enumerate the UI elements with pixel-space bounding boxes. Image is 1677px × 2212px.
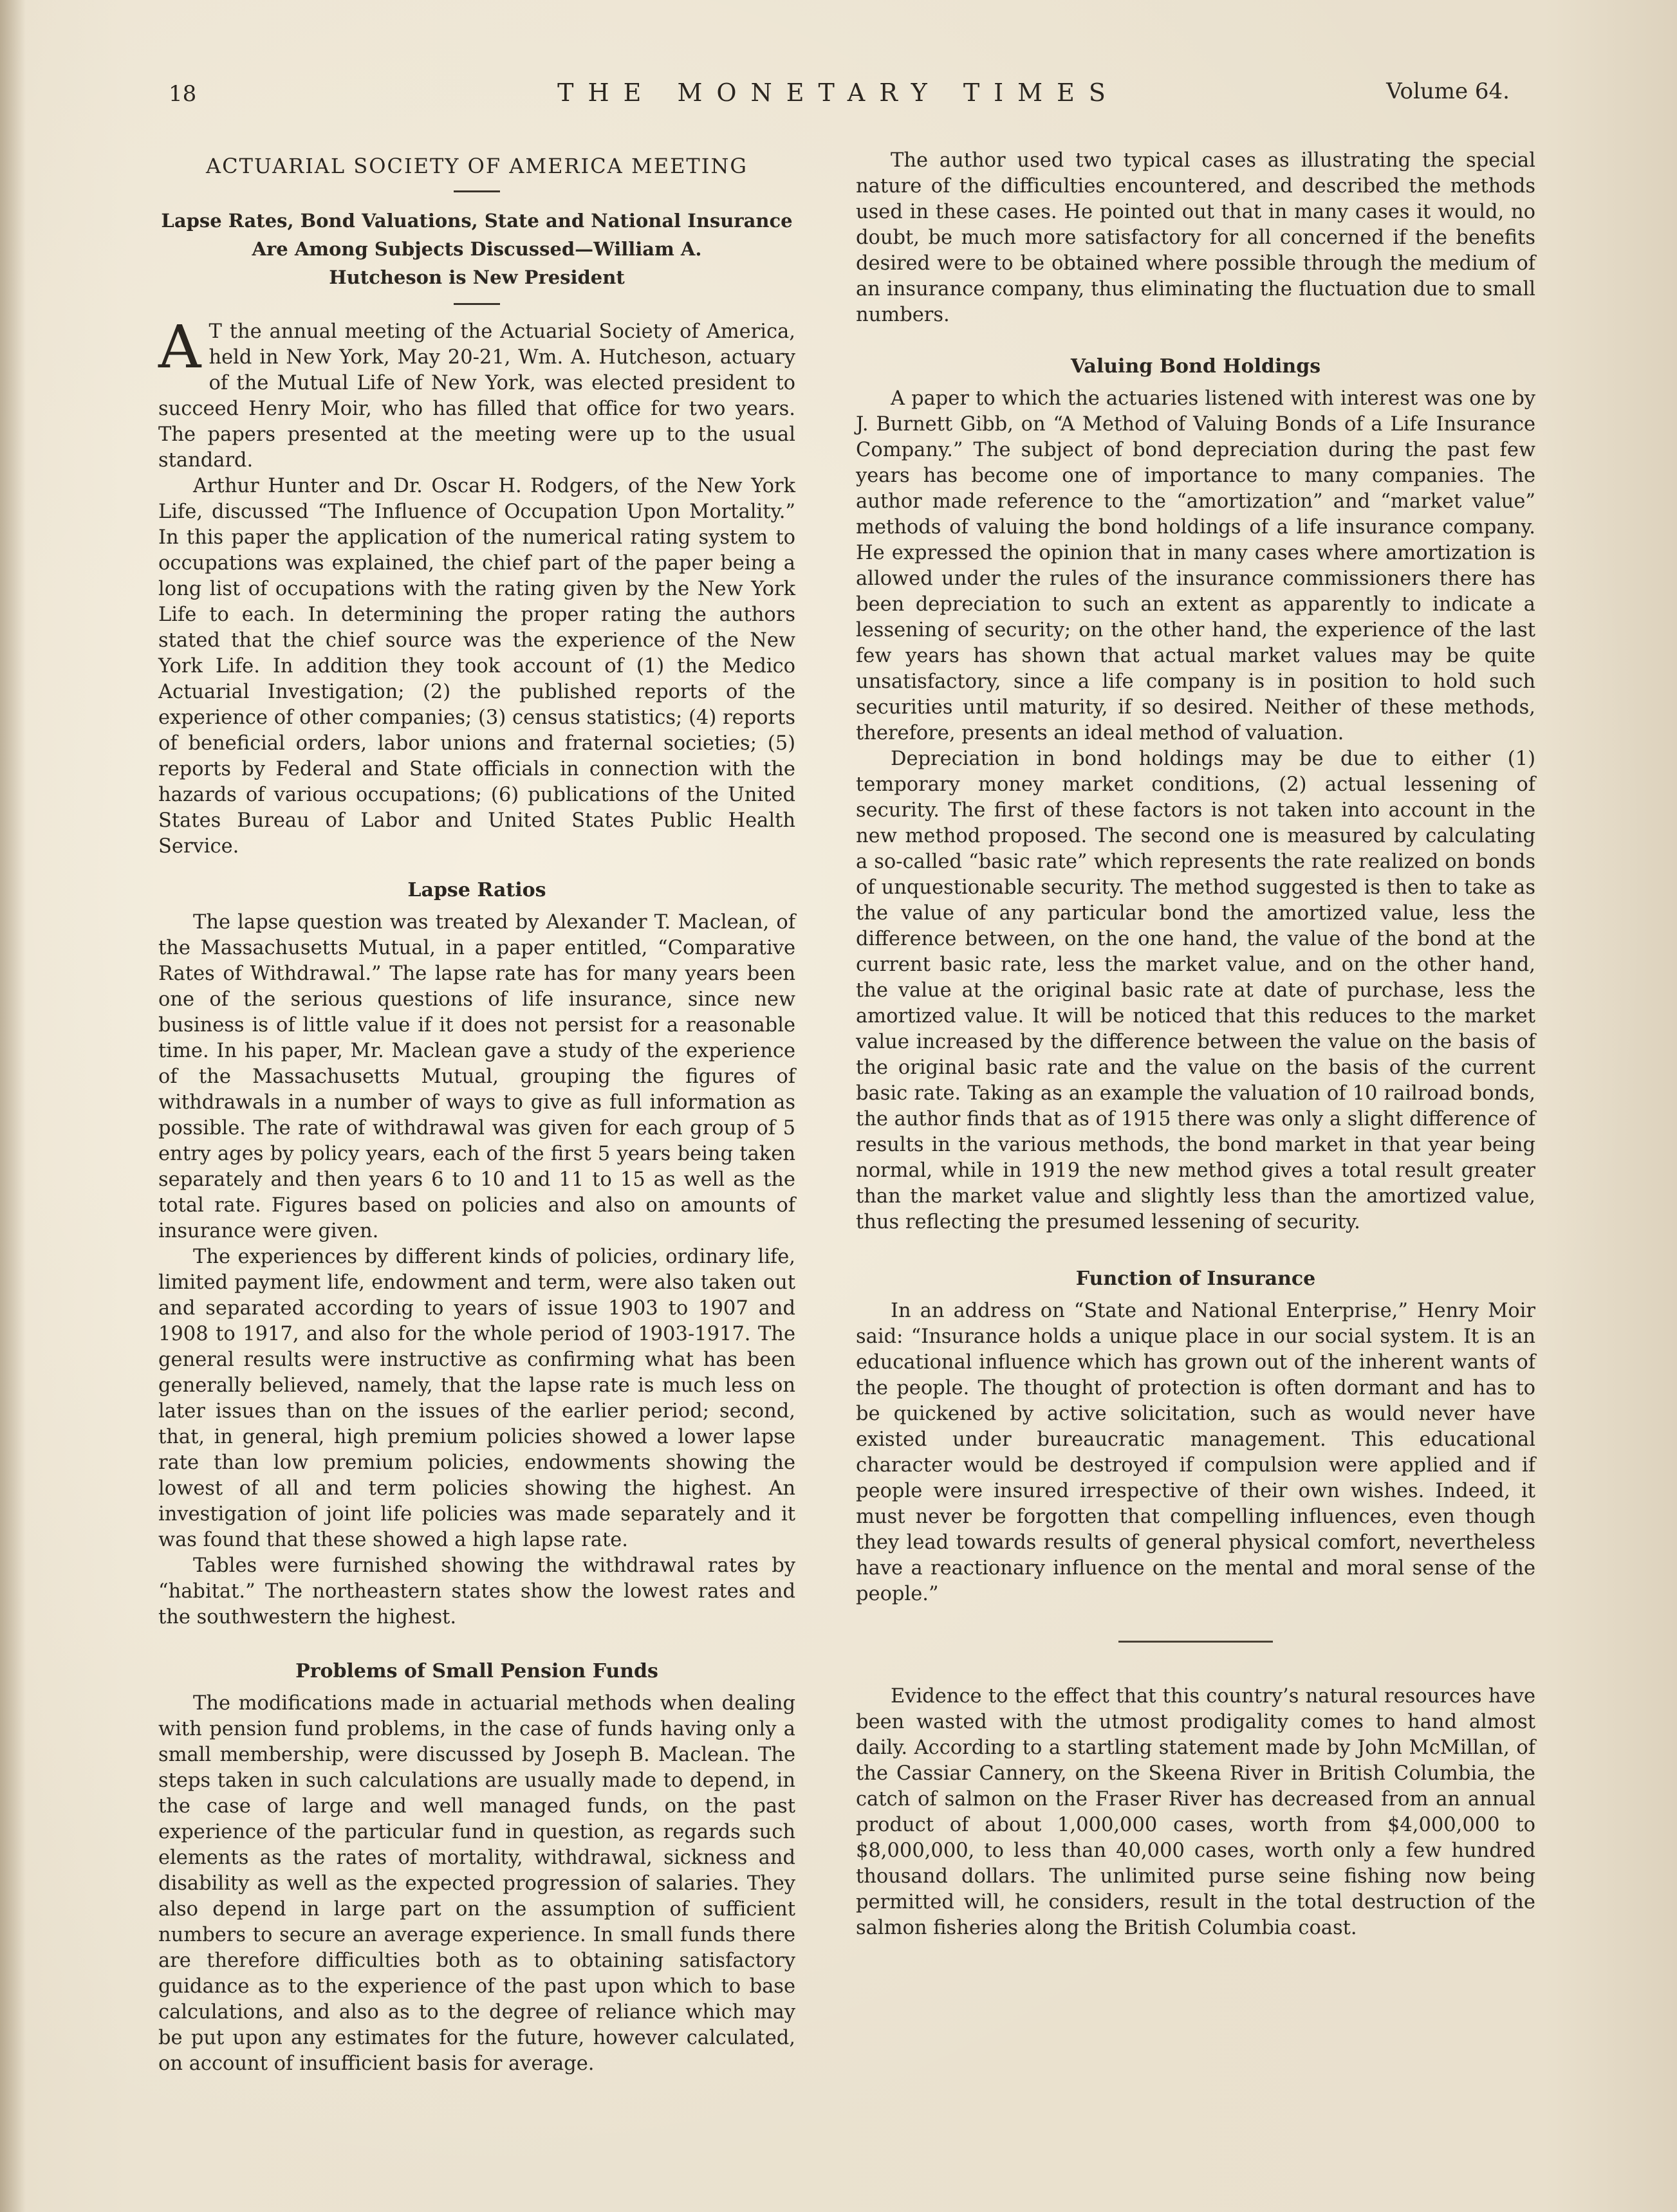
bond-holdings-heading: Valuing Bond Holdings (1070, 355, 1321, 378)
pension-paragraph-1: The modifications made in actuarial methods when dealing with pension fund problems, in the case of funds having only a small membership, were discussed by Joseph B. Maclean. The steps taken in such calculations are usually made to depend, in the case of large and well managed funds, on the past experience of the particular fund in question, as regards such elements as the rates of mortality, withdrawal, sickness and disability as well as the expected progression of salaries. They also depend in large part on the assumption of sufficient numbers to secure an average experience. In small funds there are therefore difficulties both as to obtaining satisfactory guidance as to the experience of the past upon which to base calculations, and also as to the degree of reliance which may be put upon any estimates for the future, however calculated, on account of insufficient basis for average. (158, 1692, 795, 2075)
right-column (856, 148, 1535, 1941)
binding-shadow (0, 0, 26, 2212)
article-title: ACTUARIAL SOCIETY OF AMERICA MEETING (206, 154, 748, 178)
left-column (158, 148, 795, 2077)
lapse-paragraph-1: The lapse question was treated by Alexander T. Maclean, of the Massachusetts Mutual, in a paper entitled, “Comparative Rates of Withdrawal.” The lapse rate has for many years been one of the serious questions of life insurance, since new business is of little value if it does not persist for a reasonable time. In his paper, Mr. Maclean gave a study of the experience of the Massachusetts Mutual, grouping the figures of withdrawals in a number of ways to give as full information as possible. The rate of withdrawal was given for each group of 5 entry ages by policy years, each of the first 5 years being taken separately and then years 6 to 10 and 11 to 15 as well as the total rate. Figures based on policies and also on amounts of insurance were given. (158, 911, 795, 1242)
natural-resources-paragraph: Evidence to the effect that this country’s natural resources have been wasted with the utmost prodigality comes to hand almost daily. According to a startling statement made by John McMillan, of the Cassiar Cannery, on the Skeena River in British Columbia, the catch of salmon on the Fraser River has decreased from an annual product of about 1,000,000 cases, worth from $4,000,000 to $8,000,000, to less than 40,000 cases, worth only a few hundred thousand dollars. The unlimited purse seine fishing now being permitted will, he considers, result in the total destruction of the salmon fisheries along the British Columbia coast. (856, 1685, 1535, 1939)
page-number: 18 (169, 81, 197, 107)
intro-text: T the annual meeting of the Actuarial Society of America, held in New York, May 20-21, Wm. A. Hutcheson, actuary of the Mutual Life of New York, was elected president to succeed Henry Moir, who has filled that office for two years. The papers presented at the meeting were up to the usual standard. (158, 320, 795, 472)
bond-paragraph-2: Depreciation in bond holdings may be due to either (1) temporary money market conditions, (2) actual lessening of security. The first of these factors is not taken into account in the new method proposed. The second one is measured by calculating a so-called “basic rate” which represents the rate realized on bonds of unquestionable security. The method suggested is then to take as the value of any particular bond the amortized value, less the difference between, on the one hand, the value of the bond at the current basic rate, less the market value, and on the other hand, the value at the original basic rate at date of purchase, less the amortized value. It will be noticed that this reduces to the market value increased by the difference between the value on the basis of the original basic rate and the value on the basis of the current basic rate. Taking as an example the valuation of 10 railroad bonds, the author finds that as of 1915 there was only a slight difference of results in the various methods, the bond market in that year being normal, while in 1919 the new method gives a total result greater than the market value and slightly less than the amortized value, thus reflecting the presumed lessening of security. (856, 748, 1535, 1233)
occupation-paragraph: Arthur Hunter and Dr. Oscar H. Rodgers, of the New York Life, discussed “The Influence of Occupation Upon Mortality.” In this paper the application of the numerical rating system to occupations was explained, the chief part of the paper being a long list of occupations with the rating given by the New York Life to each. In determining the proper rating the authors stated that the chief source was the experience of the New York Life. In addition they took account of (1) the Medico Actuarial Investigation; (2) the published reports of the experience of other companies; (3) census statistics; (4) reports of beneficial orders, labor unions and fraternal societies; (5) reports by Federal and State officials in connection with the hazards of various occupations; (6) publications of the United States Bureau of Labor and United States Public Health Service. (158, 475, 795, 858)
deck-rule (454, 303, 500, 305)
bond-paragraph-1: A paper to which the actuaries listened with interest was one by J. Burnett Gibb, on “A Method of Valuing Bonds of a Life Insurance Company.” The subject of bond depreciation during the past few years has become one of importance to many companies. The author made reference to the “amortization” and “market value” methods of valuing the bond holdings of a life insurance company. He expressed the opinion that in many cases where amortization is allowed under the rules of the insurance commissioners there has been depreciation to such an extent as apparently to indicate a lessening of security; on the other hand, the experience of the last few years has shown that actual market values may be quite unsatisfactory, since a life company is in position to hold such securities until maturity, if so desired. Neither of these methods, therefore, presents an ideal method of valuation. (856, 387, 1535, 744)
lapse-paragraph-2: The experiences by different kinds of policies, ordinary life, limited payment life, endowment and term, were also taken out and separated according to years of issue 1903 to 1907 and 1908 to 1917, and also for the whole period of 1903-1917. The general results were instructive as confirming what has been generally believed, namely, that the lapse rate is much less on later issues than on the issues of the earlier period; second, that, in general, high premium policies showed a lower lapse rate than low premium policies, endowments showing the lowest of all and term policies showing the highest. An investigation of joint life policies was made separately and it was found that these showed a high lapse rate. (158, 1246, 795, 1551)
page-header (0, 76, 1677, 115)
publication-title: THE MONETARY TIMES (557, 78, 1120, 107)
title-rule (454, 190, 500, 192)
item-separator (1118, 1641, 1273, 1643)
deck-line: Hutcheson is New President (329, 266, 625, 288)
deck-line: Lapse Rates, Bond Valuations, State and National Insurance (161, 210, 793, 232)
lapse-paragraph-3: Tables were furnished showing the withdrawal rates by “habitat.” The northeastern states show the lowest rates and the southwestern the highest. (158, 1554, 795, 1628)
deck-line: Are Among Subjects Discussed—William A. (252, 238, 702, 260)
function-of-insurance-heading: Function of Insurance (1075, 1267, 1316, 1290)
pension-paragraph-2: The author used two typical cases as illustrating the special nature of the difficulties encountered, and described the methods used in these cases. He pointed out that in many cases it would, no doubt, be much more satisfactory for all concerned if the benefits desired were to be obtained where possible through the medium of an insurance company, thus eliminating the fluctuation due to small numbers. (856, 149, 1535, 326)
drop-cap: A (158, 313, 201, 382)
volume-label: Volume 64. (1386, 78, 1510, 104)
pension-funds-heading: Problems of Small Pension Funds (295, 1660, 658, 1682)
article-deck (158, 207, 795, 291)
intro-paragraph (158, 313, 795, 474)
lapse-ratios-heading: Lapse Ratios (407, 879, 546, 901)
function-paragraph: In an address on “State and National Enterprise,” Henry Moir said: “Insurance holds a unique place in our social system. It is an educational influence which has grown out of the inherent wants of the people. The thought of protection is often dormant and has to be quickened by active solicitation, such as would never have existed under bureaucratic management. This educational character would be destroyed if compulsion were applied and if people were insured irrespective of their own wishes. Indeed, it must never be forgotten that compelling influences, even though they lead towards results of general physical comfort, nevertheless have a reactionary influence on the mental and moral sense of the people.” (856, 1300, 1535, 1605)
